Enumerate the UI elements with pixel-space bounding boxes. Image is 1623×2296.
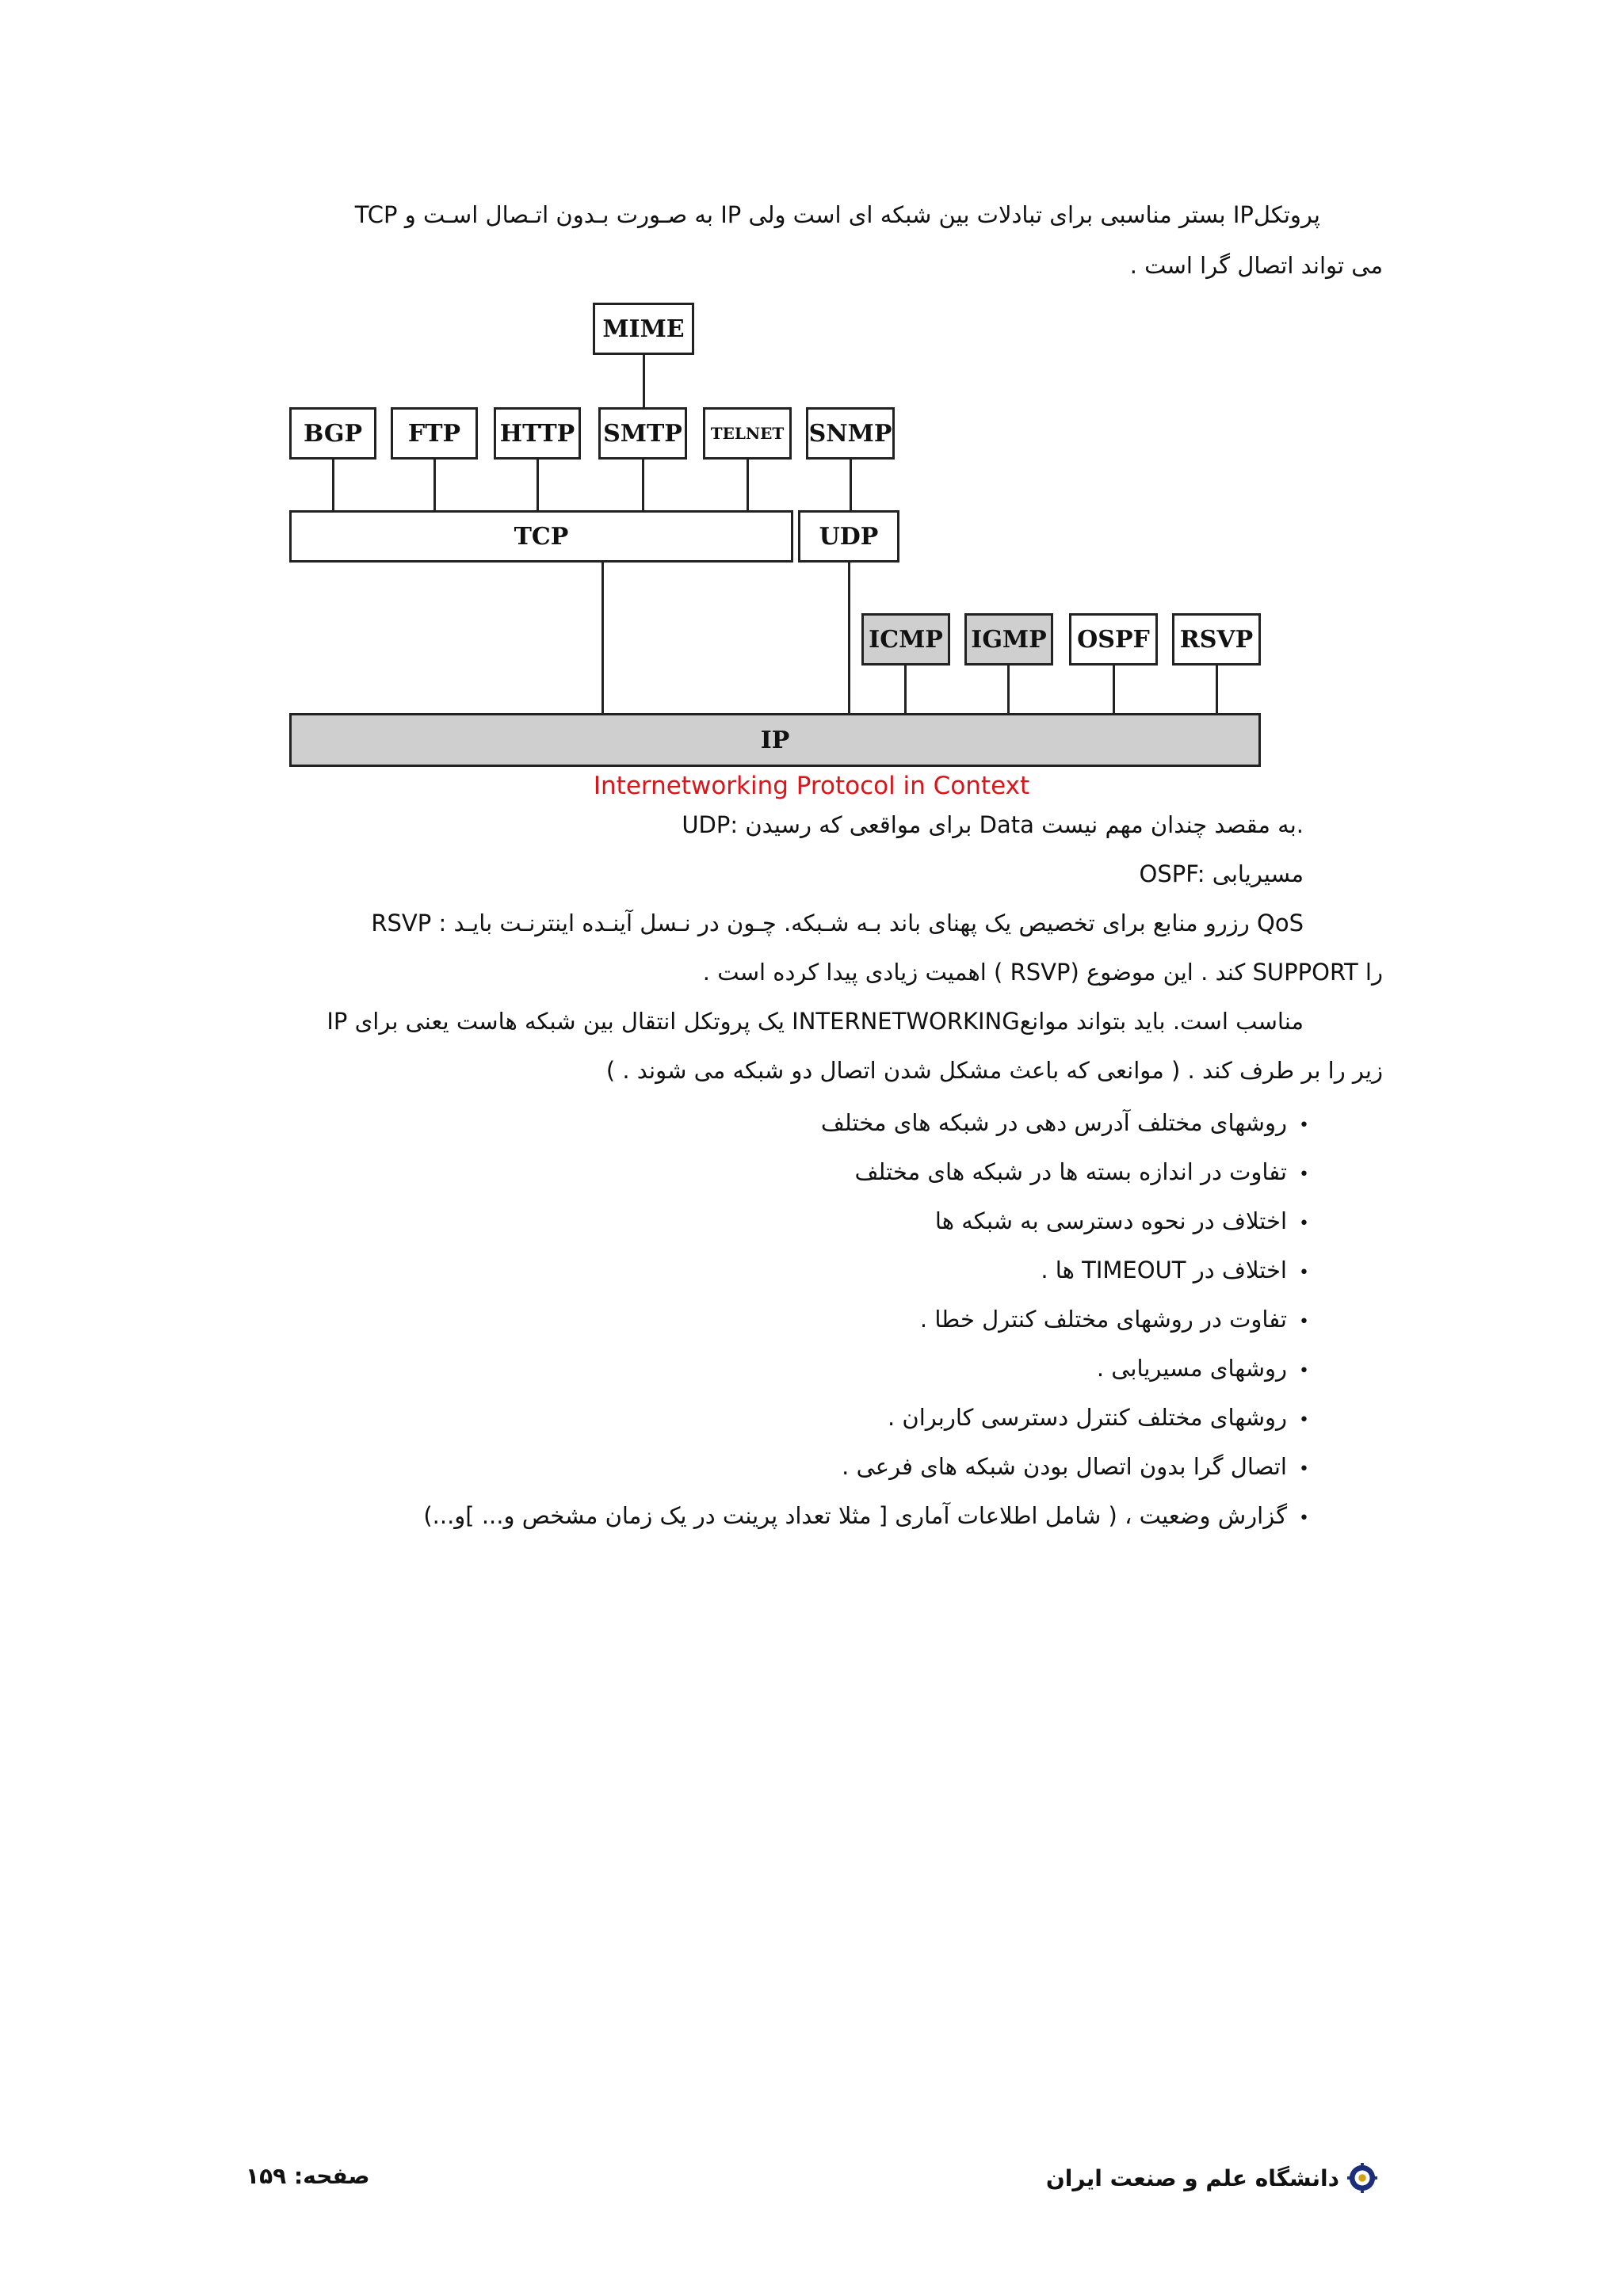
intro-line-2: می تواند اتصال گرا است . — [1129, 252, 1383, 279]
snmp-box: SNMP — [806, 407, 895, 460]
igmp-box: IGMP — [964, 613, 1053, 666]
bullet-icon: • — [1299, 1116, 1309, 1135]
mime-connector — [643, 355, 645, 407]
udp-ip-connector — [848, 563, 850, 715]
http-box: HTTP — [494, 407, 581, 460]
udp-definition: UDP: برای مواقعی که رسیدن Data به مقصد چندان مهم نیست. — [682, 811, 1304, 838]
bullet-icon: • — [1299, 1214, 1309, 1234]
rsvp-connector — [1216, 666, 1218, 715]
list-item: •روشهای مختلف کنترل دسترسی کاربران . — [423, 1393, 1309, 1442]
ip-line-1: IP یک پروتکل انتقال بین شبکه هاست یعنی برای INTERNETWORKINGمناسب است. باید بتواند موانع — [327, 1008, 1304, 1035]
bullet-icon: • — [1299, 1165, 1309, 1184]
bullet-icon: • — [1299, 1459, 1309, 1479]
rsvp-box: RSVP — [1172, 613, 1261, 666]
tcp-box: TCP — [289, 510, 793, 563]
university-name: دانشگاه علم و صنعت ایران — [1045, 2164, 1339, 2191]
smtp-connector — [642, 460, 644, 510]
telnet-box: TELNET — [703, 407, 792, 460]
list-item: •روشهای مسیریابی . — [423, 1344, 1309, 1393]
mime-box: MIME — [593, 303, 694, 355]
rsvp-line-1: RSVP : رزرو منابع برای تخصیص یک پهنای باند بـه شـبکه. چـون در نـسل آینـده اینترنـت بایـد QoS — [371, 910, 1304, 936]
icmp-box: ICMP — [861, 613, 950, 666]
list-item: •روشهای مختلف آدرس دهی در شبکه های مختلف — [423, 1098, 1309, 1147]
list-item: •تفاوت در روشهای مختلف کنترل خطا . — [423, 1295, 1309, 1344]
ip-line-2: زیر را بر طرف کند . ( موانعی که باعث مشکل شدن اتصال دو شبکه می شوند . ) — [605, 1057, 1383, 1084]
list-item: •تفاوت در اندازه بسته ها در شبکه های مختلف — [423, 1147, 1309, 1196]
ip-bar: IP — [289, 713, 1261, 767]
ospf-box: OSPF — [1069, 613, 1158, 666]
igmp-connector — [1007, 666, 1010, 715]
smtp-box: SMTP — [598, 407, 687, 460]
ospf-definition: OSPF: مسیریابی — [1139, 860, 1304, 887]
bullet-icon: • — [1299, 1410, 1309, 1430]
diagram-caption: Internetworking Protocol in Context — [593, 772, 1030, 800]
intro-line-1: پروتکلIP بستر مناسبی برای تبادلات بین شبکه ای است ولی IP به صـورت بـدون اتـصال اسـت و TCP — [354, 201, 1320, 228]
http-connector — [537, 460, 539, 510]
snmp-connector — [850, 460, 852, 510]
ftp-box: FTP — [391, 407, 478, 460]
bullet-icon: • — [1299, 1312, 1309, 1332]
list-item: •اختلاف در TIMEOUT ها . — [423, 1245, 1309, 1295]
list-item: •اختلاف در نحوه دسترسی به شبکه ها — [423, 1196, 1309, 1245]
icmp-connector — [904, 666, 907, 715]
bullet-icon: • — [1299, 1361, 1309, 1381]
bullet-icon: • — [1299, 1263, 1309, 1283]
list-item: •اتصال گرا بدون اتصال بودن شبکه های فرعی . — [423, 1442, 1309, 1491]
footer-university — [1046, 2163, 1377, 2193]
udp-box: UDP — [798, 510, 899, 563]
bgp-connector — [332, 460, 334, 510]
tcp-ip-connector — [601, 563, 604, 715]
university-logo-icon — [1347, 2163, 1377, 2193]
telnet-connector — [747, 460, 749, 510]
list-item: •گزارش وضعیت ، ( شامل اطلاعات آماری [ مثلا تعداد پرینت در یک زمان مشخص و... ]و...) — [423, 1491, 1309, 1540]
bullet-icon: • — [1299, 1508, 1309, 1528]
rsvp-line-2: را SUPPORT کند . این موضوع (RSVP ) اهمیت زیادی پیدا کرده است . — [702, 959, 1383, 986]
page-number: صفحه: ۱۵۹ — [246, 2163, 370, 2189]
ftp-connector — [433, 460, 436, 510]
obstacles-list — [423, 1098, 1309, 1540]
bgp-box: BGP — [289, 407, 376, 460]
ospf-connector — [1113, 666, 1115, 715]
